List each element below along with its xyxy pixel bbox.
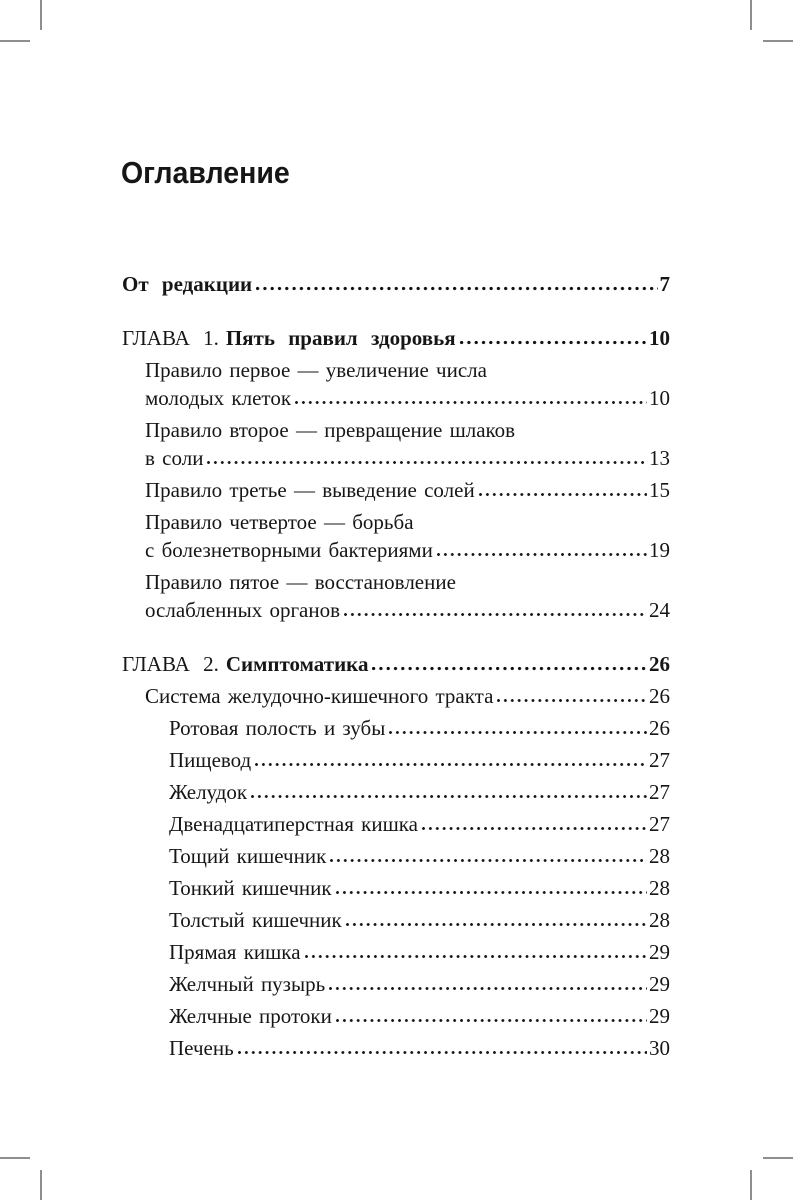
toc-entry-line1: Правило первое — увеличение числа xyxy=(145,358,487,382)
toc-entry-dot-line xyxy=(169,1002,670,1030)
toc-entry-line1: Правило второе — превращение шлаков xyxy=(145,418,516,442)
toc-entry-dot-line xyxy=(145,444,670,472)
toc-entry xyxy=(122,416,670,472)
page-title: Оглавление xyxy=(121,155,290,190)
toc-entry-label: Прямая кишка xyxy=(169,940,301,964)
toc-entry-label: Система желудочно-кишечного тракта xyxy=(145,684,494,708)
dot-leader xyxy=(346,922,647,927)
crop-mark-bottom-right-vertical xyxy=(750,1170,752,1200)
crop-mark-top-right-vertical xyxy=(750,0,752,30)
toc-entry-page-number: 28 xyxy=(649,876,670,900)
dot-leader xyxy=(295,400,647,405)
toc-entry-label: Симптоматика xyxy=(225,652,369,676)
toc-chapter-prefix: ГЛАВА 2. xyxy=(122,652,219,676)
toc-entry-page-number: 29 xyxy=(649,972,670,996)
toc-entry-dot-line xyxy=(145,682,670,710)
dot-leader xyxy=(251,794,647,799)
toc-entry-dot-line xyxy=(122,270,670,298)
dot-leader xyxy=(305,954,647,959)
toc-entry-page-number: 19 xyxy=(649,538,670,562)
toc-entry-page-number: 28 xyxy=(649,844,670,868)
toc-entry-dot-line xyxy=(122,324,670,352)
dot-leader xyxy=(329,986,647,991)
dot-leader xyxy=(207,460,647,465)
toc-entry-label: От редакции xyxy=(122,272,253,296)
toc-entry xyxy=(122,476,670,504)
crop-mark-bottom-left-vertical xyxy=(40,1170,42,1200)
toc-entry-page-number: 29 xyxy=(649,1004,670,1028)
toc-entry-label: Ротовая полость и зубы xyxy=(169,716,386,740)
toc-entry-dot-line xyxy=(169,746,670,774)
toc-entry-page-number: 13 xyxy=(649,446,670,470)
toc-entry-dot-line xyxy=(169,1034,670,1062)
toc-chapter-prefix: ГЛАВА 1. xyxy=(122,326,219,350)
toc-entry xyxy=(122,508,670,564)
toc-entry-page-number: 27 xyxy=(649,812,670,836)
dot-leader xyxy=(255,762,647,767)
toc-entry xyxy=(122,970,670,998)
toc-entry xyxy=(122,270,670,298)
toc-entry-page-number: 15 xyxy=(649,478,670,502)
toc-entry xyxy=(122,356,670,412)
toc-entry-page-number: 10 xyxy=(649,386,670,410)
toc-entry-dot-line xyxy=(169,842,670,870)
toc-entry xyxy=(122,682,670,710)
toc-entry-dot-line xyxy=(169,938,670,966)
toc-entry xyxy=(122,324,670,352)
toc-entry xyxy=(122,874,670,902)
toc-entry-label: Правило третье — выведение солей xyxy=(145,478,475,502)
toc-entry-page-number: 10 xyxy=(649,326,670,350)
toc-entry-label: в соли xyxy=(145,446,204,470)
toc-entry-label: молодых клеток xyxy=(145,386,292,410)
toc-entry-label: Пищевод xyxy=(169,748,252,772)
toc-entry-page-number: 24 xyxy=(649,598,670,622)
crop-mark-top-right-horizontal xyxy=(763,40,793,42)
toc-entry xyxy=(122,938,670,966)
toc-entry xyxy=(122,906,670,934)
dot-leader xyxy=(460,340,647,345)
toc-entry xyxy=(122,810,670,838)
dot-leader xyxy=(422,826,647,831)
crop-mark-top-left-vertical xyxy=(40,0,42,30)
toc-entry-label: ослабленных органов xyxy=(145,598,341,622)
toc-entry-dot-line xyxy=(145,476,670,504)
crop-mark-bottom-left-horizontal xyxy=(0,1157,30,1159)
toc-entry xyxy=(122,650,670,678)
toc-entry xyxy=(122,714,670,742)
toc-entry xyxy=(122,568,670,624)
toc-entry-dot-line xyxy=(122,650,670,678)
dot-leader xyxy=(256,286,657,291)
table-of-contents xyxy=(122,270,670,1062)
toc-entry-label: Желудок xyxy=(169,780,248,804)
toc-entry-page-number: 27 xyxy=(649,780,670,804)
toc-entry-label: Желчные протоки xyxy=(169,1004,332,1028)
toc-entry-page-number: 29 xyxy=(649,940,670,964)
dot-leader xyxy=(497,698,647,703)
toc-entry-page-number: 27 xyxy=(649,748,670,772)
toc-entry-page-number: 26 xyxy=(649,684,670,708)
toc-entry-page-number: 7 xyxy=(659,272,670,296)
dot-leader xyxy=(336,890,647,895)
toc-entry-dot-line xyxy=(169,970,670,998)
toc-entry xyxy=(122,842,670,870)
crop-mark-top-left-horizontal xyxy=(0,40,30,42)
dot-leader xyxy=(238,1050,647,1055)
toc-entry xyxy=(122,746,670,774)
dot-leader xyxy=(344,612,647,617)
toc-entry-label: Тощий кишечник xyxy=(169,844,327,868)
toc-entry xyxy=(122,778,670,806)
toc-entry-dot-line xyxy=(145,536,670,564)
toc-entry-label: Тонкий кишечник xyxy=(169,876,332,900)
toc-entry-dot-line xyxy=(169,906,670,934)
dot-leader xyxy=(437,552,647,557)
toc-entry-page-number: 26 xyxy=(649,716,670,740)
toc-entry-label: Двенадцатиперстная кишка xyxy=(169,812,418,836)
toc-entry-page-number: 28 xyxy=(649,908,670,932)
toc-entry-line1: Правило четвертое — борьба xyxy=(145,510,414,534)
toc-entry-dot-line xyxy=(145,596,670,624)
toc-entry-dot-line xyxy=(169,778,670,806)
toc-entry xyxy=(122,1034,670,1062)
dot-leader xyxy=(336,1018,647,1023)
toc-entry-label: с болезнетворными бактериями xyxy=(145,538,433,562)
toc-entry-page-number: 30 xyxy=(649,1036,670,1060)
toc-entry-dot-line xyxy=(169,874,670,902)
crop-mark-bottom-right-horizontal xyxy=(763,1157,793,1159)
toc-entry xyxy=(122,1002,670,1030)
toc-entry-label: Пять правил здоровья xyxy=(225,326,456,350)
toc-entry-dot-line xyxy=(169,810,670,838)
dot-leader xyxy=(330,858,647,863)
toc-entry-dot-line xyxy=(169,714,670,742)
toc-entry-label: Толстый кишечник xyxy=(169,908,342,932)
toc-entry-page-number: 26 xyxy=(649,652,670,676)
toc-entry-label: Печень xyxy=(169,1036,234,1060)
toc-entry-label: Желчный пузырь xyxy=(169,972,326,996)
toc-entry-line1: Правило пятое — восстановление xyxy=(145,570,456,594)
dot-leader xyxy=(479,492,647,497)
toc-entry-dot-line xyxy=(145,384,670,412)
dot-leader xyxy=(372,666,647,671)
dot-leader xyxy=(389,730,647,735)
